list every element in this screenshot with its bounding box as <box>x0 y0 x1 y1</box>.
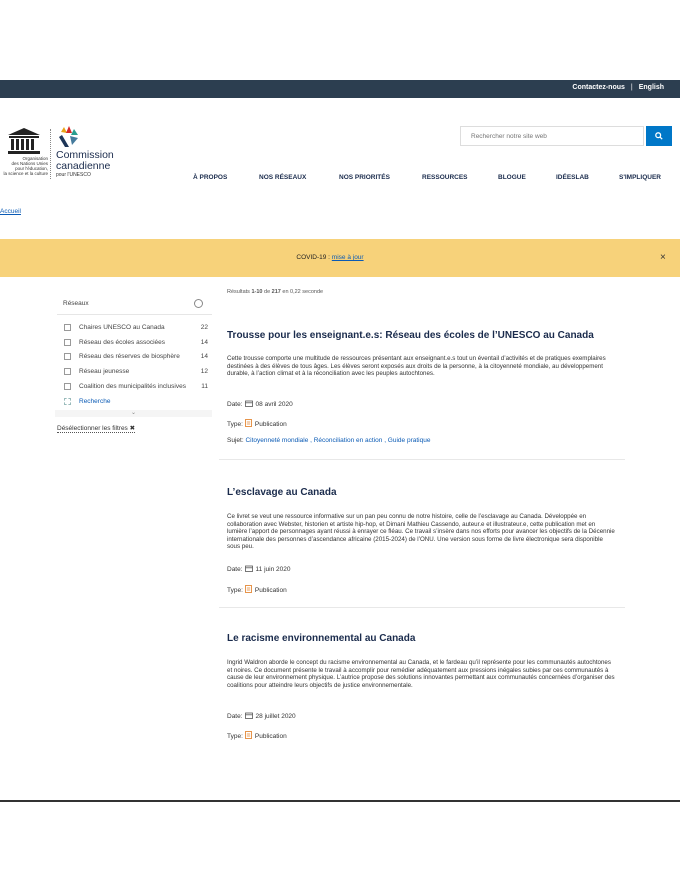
result-title[interactable]: Trousse pour les enseignant.e.s: Réseau des écoles de l’UNESCO au Canada <box>227 330 594 341</box>
facet-item-count: 22 <box>200 324 208 331</box>
facet-search-label: Recherche <box>79 398 111 405</box>
stats-of: de <box>262 289 272 295</box>
search-button[interactable] <box>646 126 672 146</box>
result-type <box>227 419 287 428</box>
unesco-temple-logo[interactable] <box>6 127 42 155</box>
facet-item[interactable] <box>64 353 212 363</box>
stats-range: 1-10 <box>251 289 263 295</box>
brand-line: Commission <box>56 149 114 161</box>
facet-item-label: Réseau des réserves de biosphère <box>79 353 180 360</box>
maple-leaf-logo <box>56 125 82 149</box>
type-label: Type: <box>227 733 243 740</box>
caption-line: pour l'éducation, <box>15 166 48 171</box>
checkbox[interactable] <box>64 324 71 331</box>
alert-close-button[interactable]: × <box>660 252 666 263</box>
facet-item-count: 14 <box>200 353 208 360</box>
facet-item[interactable] <box>64 324 212 334</box>
stats-suffix: en 0,22 seconde <box>280 289 324 295</box>
type-label: Type: <box>227 587 243 594</box>
alert-update-link[interactable]: mise à jour <box>331 254 364 261</box>
checkbox[interactable] <box>64 368 71 375</box>
breadcrumb-home[interactable]: Accueil <box>0 208 21 215</box>
footer-divider <box>0 800 680 802</box>
calendar-icon <box>245 712 253 719</box>
checkbox[interactable] <box>64 353 71 360</box>
caption-line: des Nations Unies <box>11 161 48 166</box>
date-value: 11 juin 2020 <box>255 566 291 573</box>
facet-collapse-icon[interactable] <box>194 299 203 308</box>
publication-icon <box>245 585 252 593</box>
facet-divider <box>57 314 212 315</box>
facet-item[interactable] <box>64 368 212 378</box>
results-stats <box>227 289 323 295</box>
result-description: Ce livret se veut une ressource informative sur un pan peu connu de notre histoire, celle de l’esclavage au Canada. Développée en collaboration avec Webster, historien et artiste hip-hop, et Dimani Mathieu Cassendo, auteur.e et illustrateur.e, cette publication met en lumière l’apport de personnages ayant réussi à enrayer ce fléau. Ce travail s’insère dans nos efforts pour avancer les objectifs de la Décennie internationale des personnes d’ascendance africaine (2015-2024) de l’ONU. Une version sous forme de livre électronique sera disponible sous peu. <box>227 513 615 551</box>
date-label: Date: <box>227 566 243 573</box>
alert-message <box>0 254 660 261</box>
result-type <box>227 585 287 594</box>
utility-links <box>572 84 664 91</box>
facet-item-count: 12 <box>200 368 208 375</box>
facet-expand-toggle[interactable]: ⌄ <box>55 410 212 417</box>
brand-line: canadienne <box>56 160 111 172</box>
facet-item-label: Réseau jeunesse <box>79 368 130 375</box>
utility-bar <box>0 80 680 98</box>
facet-item-count: 11 <box>201 383 208 390</box>
search-facet-icon <box>64 398 71 405</box>
facet-item[interactable] <box>64 339 212 349</box>
facet-item-label: Chaires UNESCO au Canada <box>79 324 165 331</box>
checkbox[interactable] <box>64 383 71 390</box>
result-description: Ingrid Waldron aborde le concept du racisme environnemental au Canada, et le fardeau qu’il représente pour les communautés autochtones et noires. Ce document présente le travail à accomplir pour remédier adéquatement aux pressions inégales subies par ces communautés à cause de leur environnement physique. L’autrice propose des solutions innovantes permettant aux communautés concernées d’organiser des coalitions pour atteindre leurs objectifs de justice environnementale. <box>227 659 615 689</box>
caption-line: Organisation <box>22 156 48 161</box>
type-label: Type: <box>227 421 243 428</box>
caption-line: la science et la culture <box>3 171 48 176</box>
date-value: 08 avril 2020 <box>255 401 293 408</box>
facet-title: Réseaux <box>63 300 89 307</box>
type-value: Publication <box>254 733 287 740</box>
date-label: Date: <box>227 713 243 720</box>
nav-item-ideeslab[interactable]: IDÉESLAB <box>556 174 589 181</box>
calendar-icon <box>245 400 253 407</box>
contact-link[interactable]: Contactez-nous <box>572 84 625 91</box>
brand-name[interactable] <box>56 150 114 178</box>
alert-prefix: COVID-19 : <box>296 254 332 261</box>
result-separator <box>219 607 625 608</box>
checkbox[interactable] <box>64 339 71 346</box>
site-search-input[interactable] <box>460 126 644 146</box>
stats-total: 217 <box>271 289 281 295</box>
stats-prefix: Résultats <box>227 289 252 295</box>
nav-item-nos-reseaux[interactable]: NOS RÉSEAUX <box>259 174 307 181</box>
result-type <box>227 731 287 740</box>
nav-item-nos-priorites[interactable]: NOS PRIORITÉS <box>339 174 390 181</box>
date-label: Date: <box>227 401 243 408</box>
result-title[interactable]: L’esclavage au Canada <box>227 487 337 498</box>
search-icon <box>655 132 663 140</box>
covid-alert-banner <box>0 239 680 277</box>
unesco-org-caption <box>0 156 48 176</box>
language-toggle[interactable]: English <box>638 84 664 91</box>
clear-filters-link[interactable]: Désélectionner les filtres ✖ <box>57 425 136 432</box>
publication-icon <box>245 731 252 739</box>
date-value: 28 juillet 2020 <box>255 713 296 720</box>
subject-links[interactable]: Citoyenneté mondiale , Réconciliation en action , Guide pratique <box>245 437 431 444</box>
result-title[interactable]: Le racisme environnemental au Canada <box>227 633 416 644</box>
result-description: Cette trousse comporte une multitude de ressources présentant aux enseignant.e.s tout un éventail d’activités et de pratiques exemplaires destinées à des élèves de tous âges. Les élèves seront exposés aux droits de la personne, à la citoyenneté mondiale, au développement durable, à l’action climat et à la réconciliation avec les peuples autochtones. <box>227 355 606 378</box>
logo-divider <box>50 129 51 179</box>
facet-item-label: Coalition des municipalités inclusives <box>79 383 186 390</box>
publication-icon <box>245 419 252 427</box>
subject-label: Sujet: <box>227 437 244 444</box>
result-date <box>227 565 290 573</box>
result-separator <box>219 459 625 460</box>
nav-item-s-impliquer[interactable]: S'IMPLIQUER <box>619 174 661 181</box>
nav-item-ressources[interactable]: RESSOURCES <box>422 174 468 181</box>
facet-item[interactable] <box>64 383 212 393</box>
brand-subline: pour l'UNESCO <box>56 172 91 178</box>
result-date <box>227 712 296 720</box>
nav-item-blogue[interactable]: BLOGUE <box>498 174 526 181</box>
facet-item-label: Réseau des écoles associées <box>79 339 165 346</box>
result-date <box>227 400 293 408</box>
nav-item-a-propos[interactable]: À PROPOS <box>193 174 228 181</box>
calendar-icon <box>245 565 253 572</box>
type-value: Publication <box>254 587 287 594</box>
type-value: Publication <box>254 421 287 428</box>
utility-separator: | <box>630 84 633 91</box>
facet-item-count: 14 <box>200 339 208 346</box>
result-subject <box>227 437 430 444</box>
